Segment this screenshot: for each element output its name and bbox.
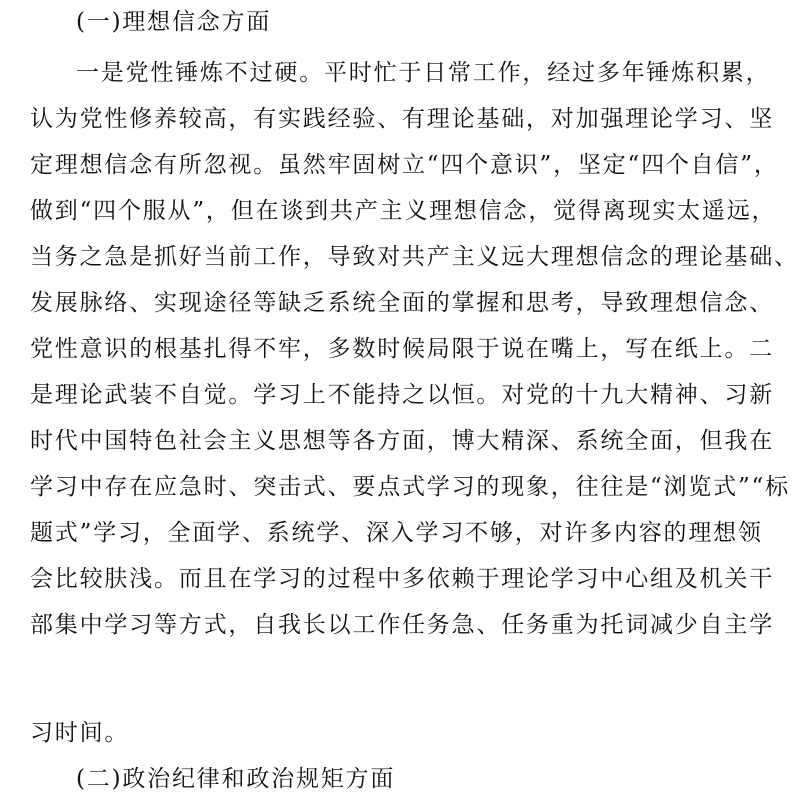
paragraph-line-8: 是理论武装不自觉。学习上不能持之以恒。对党的十九大精神、习新 (30, 382, 774, 408)
paragraph-line-13: 部集中学习等方式，自我长以工作任务急、任务重为托词减少自主学 (30, 612, 774, 638)
paragraph-line-9: 时代中国特色社会主义思想等各方面，博大精深、系统全面，但我在 (30, 428, 774, 454)
paragraph-line-12: 会比较肤浅。而且在学习的过程中多依赖于理论学习中心组及机关干 (30, 566, 774, 592)
paragraph-line-14: 习时间。 (30, 720, 130, 746)
section-heading-1: (一)理想信念方面 (76, 9, 272, 35)
paragraph-line-3: 定理想信念有所忽视。虽然牢固树立“四个意识”，坚定“四个自信”， (30, 152, 779, 178)
paragraph-line-11: 题式”学习，全面学、系统学、深入学习不够，对许多内容的理想领 (30, 520, 763, 546)
section-heading-2: (二)政治纪律和政治规矩方面 (76, 766, 396, 792)
paragraph-line-4: 做到“四个服从”，但在谈到共产主义理想信念，觉得离现实太遥远， (30, 198, 777, 224)
paragraph-line-5: 当务之急是抓好当前工作，导致对共产主义远大理想信念的理论基础、 (30, 244, 799, 270)
paragraph-line-6: 发展脉络、实现途径等缺乏系统全面的掌握和思考，导致理想信念、 (30, 290, 774, 316)
paragraph-line-7: 党性意识的根基扎得不牢，多数时候局限于说在嘴上，写在纸上。二 (30, 336, 774, 362)
paragraph-line-2: 认为党性修养较高，有实践经验、有理论基础，对加强理论学习、坚 (30, 106, 774, 132)
paragraph-line-1: 一是党性锤炼不过硬。平时忙于日常工作，经过多年锤炼积累， (76, 60, 771, 86)
paragraph-line-10: 学习中存在应急时、突击式、要点式学习的现象，往往是“浏览式”“标 (30, 474, 790, 500)
